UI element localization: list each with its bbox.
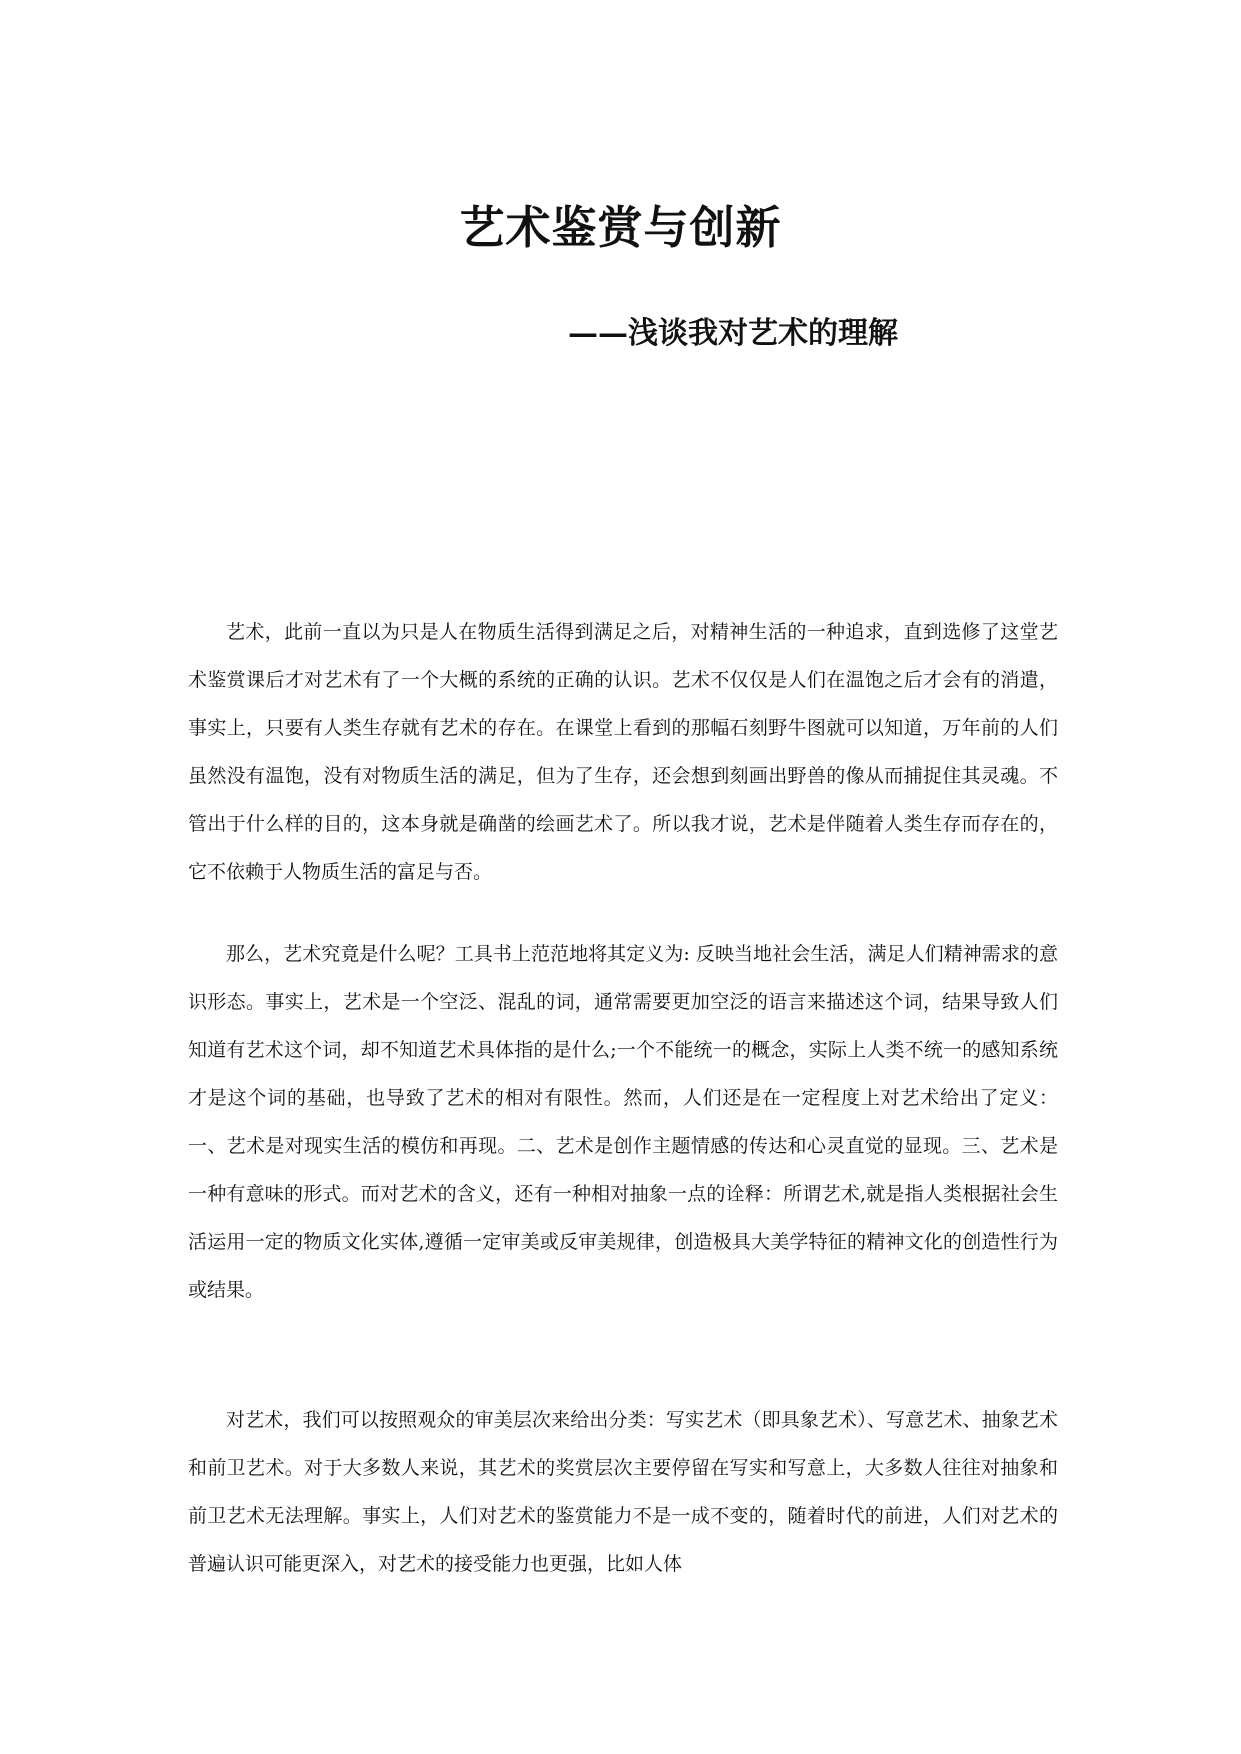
document-subtitle: ——浅谈我对艺术的理解 — [568, 316, 898, 351]
paragraph-text: 那么，艺术究竟是什么呢？工具书上范范地将其定义为: 反映当地社会生活，满足人们精神需求的意识形态。事实上，艺术是一个空泛、混乱的词，通常需要更加空泛的语言来描述这个词，结果导致人们知道有艺术这个词，却不知道艺术具体指的是什么;一个不能统一的概念，实际上人类不统一的感知系统才是这个词的基础，也导致了艺术的相对有限性。然而，人们还是在一定程度上对艺术给出了定义：一、艺术是对现实生活的模仿和再现。二、艺术是创作主题情感的传达和心灵直觉的显现。三、艺术是一种有意味的形式。而对艺术的含义，还有一种相对抽象一点的诠释：所谓艺术,就是指人类根据社会生活运用一定的物质文化实体,遵循一定审美或反审美规律，创造极具大美学特征的精神文化的创造性行为或结果。 — [188, 943, 1058, 1301]
paragraph-text: 对艺术，我们可以按照观众的审美层次来给出分类：写实艺术（即具象艺术）、写意艺术、抽象艺术和前卫艺术。对于大多数人来说，其艺术的奖赏层次主要停留在写实和写意上，大多数人往往对抽象和前卫艺术无法理解。事实上，人们对艺术的鉴赏能力不是一成不变的，随着时代的前进，人们对艺术的普遍认识可能更深入，对艺术的接受能力也更强，比如人体 — [188, 1409, 1058, 1575]
paragraph-text: 艺术，此前一直以为只是人在物质生活得到满足之后，对精神生活的一种追求，直到选修了这堂艺术鉴赏课后才对艺术有了一个大概的系统的正确的认识。艺术不仅仅是人们在温饱之后才会有的消遣，事实上，只要有人类生存就有艺术的存在。在课堂上看到的那幅石刻野牛图就可以知道，万年前的人们虽然没有温饱，没有对物质生活的满足，但为了生存，还会想到刻画出野兽的像从而捕捉住其灵魂。不管出于什么样的目的，这本身就是确凿的绘画艺术了。所以我才说，艺术是伴随着人类生存而存在的，它不依赖于人物质生活的富足与否。 — [188, 621, 1058, 883]
paragraph-2 — [188, 930, 1058, 1314]
document-title: 艺术鉴赏与创新 — [459, 201, 782, 254]
paragraph-3 — [188, 1396, 1058, 1588]
paragraph-1 — [188, 608, 1058, 896]
